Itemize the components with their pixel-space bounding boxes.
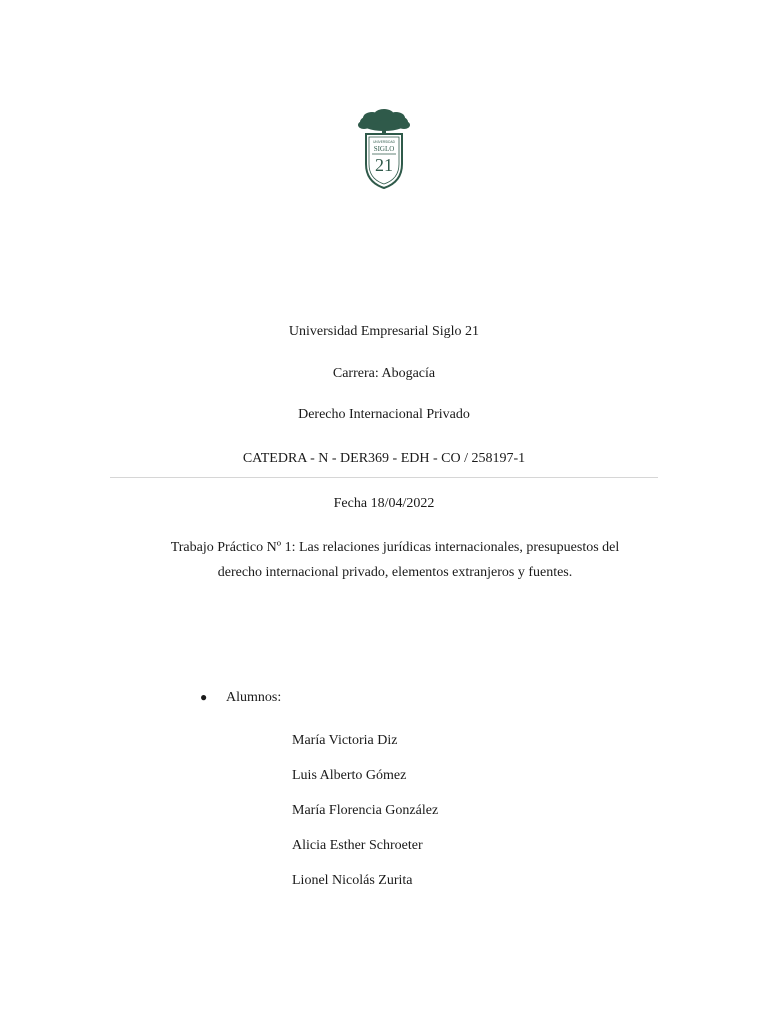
svg-text:SIGLO: SIGLO bbox=[373, 145, 395, 153]
list-item: Alicia Esther Schroeter bbox=[292, 838, 423, 853]
students-label: Alumnos: bbox=[226, 690, 282, 705]
university-crest-logo-icon bbox=[352, 108, 416, 192]
students-heading bbox=[200, 688, 281, 707]
horizontal-divider bbox=[110, 477, 658, 478]
bullet-icon: ● bbox=[200, 690, 208, 704]
career-line: Carrera: Abogacía bbox=[332, 366, 436, 381]
course-code-line: CATEDRA - N - DER369 - EDH - CO / 258197-1 bbox=[242, 451, 526, 466]
subject-line: Derecho Internacional Privado bbox=[298, 407, 470, 422]
svg-text:UNIVERSIDAD: UNIVERSIDAD bbox=[373, 140, 395, 144]
university-name: Universidad Empresarial Siglo 21 bbox=[288, 324, 480, 339]
list-item: Luis Alberto Gómez bbox=[292, 768, 407, 783]
assignment-title-line-1: Trabajo Práctico Nº 1: Las relaciones jurídicas internacionales, presupuestos del bbox=[170, 540, 620, 555]
list-item: Lionel Nicolás Zurita bbox=[292, 873, 413, 888]
svg-text:21: 21 bbox=[375, 155, 393, 175]
assignment-title-line-2: derecho internacional privado, elementos extranjeros y fuentes. bbox=[217, 565, 573, 580]
list-item: María Victoria Diz bbox=[292, 733, 398, 748]
assignment-title bbox=[140, 535, 650, 585]
date-line: Fecha 18/04/2022 bbox=[333, 496, 435, 511]
list-item: María Florencia González bbox=[292, 803, 439, 818]
students-list bbox=[292, 732, 438, 907]
